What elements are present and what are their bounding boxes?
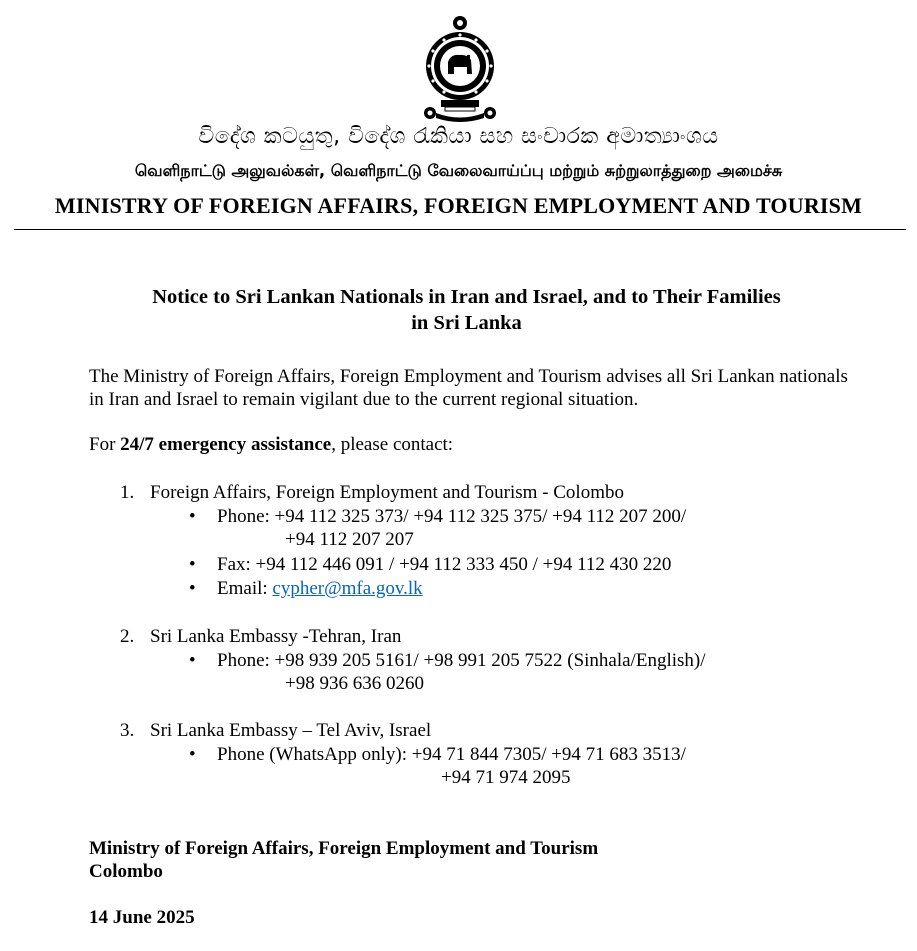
- advisory-paragraph: The Ministry of Foreign Affairs, Foreign Employment and Tourism advises all Sri Lankan nationals in Iran and Israel to remain vigilant due to the current regional situation.: [89, 366, 848, 410]
- contact-name: Sri Lanka Embassy – Tel Aviv, Israel: [150, 720, 432, 741]
- contact-number: 2.: [120, 626, 135, 647]
- contact-phone: Phone (WhatsApp only): +94 71 844 7305/ +94 71 683 3513/: [217, 744, 686, 765]
- contact-name: Foreign Affairs, Foreign Employment and Tourism - Colombo: [150, 482, 624, 503]
- notice-body: [89, 284, 859, 928]
- sri-lanka-emblem-icon: [421, 14, 499, 124]
- ministry-name-english: MINISTRY OF FOREIGN AFFAIRS, FOREIGN EMPLOYMENT AND TOURISM: [54, 193, 863, 218]
- ministry-name-sinhala: විදේශ කටයුතු, විදේශ රැකියා සහ සංචාරක අමාත්‍යාංශය: [198, 124, 719, 149]
- notice-date: 14 June 2025: [89, 907, 195, 928]
- ministry-name-tamil: வெளிநாட்டு அலுவல்கள், வெளிநாட்டு வேலைவாய்ப்பு மற்றும் சுற்றுலாத்துறை அமைச்சு: [134, 161, 783, 180]
- contact-phone: Phone: +98 939 205 5161/ +98 991 205 7522 (Sinhala/English)/: [217, 650, 706, 671]
- contact-phone-cont: +94 71 974 2095: [441, 767, 571, 788]
- signature-ministry: Ministry of Foreign Affairs, Foreign Employment and Tourism: [89, 838, 599, 859]
- notice-title: [89, 284, 844, 336]
- contact-number: 3.: [120, 720, 135, 741]
- contact-fax: Fax: +94 112 446 091 / +94 112 333 450 / +94 112 430 220: [217, 554, 672, 575]
- contact-number: 1.: [120, 482, 135, 503]
- header-divider: [14, 229, 906, 230]
- bullet: [189, 505, 201, 528]
- bullet: [189, 743, 201, 766]
- signature-city: Colombo: [89, 861, 163, 882]
- emergency-intro: [89, 433, 453, 456]
- contact-phone: Phone: +94 112 325 373/ +94 112 325 375/ +94 112 207 200/: [217, 506, 687, 527]
- signature-block: [89, 837, 598, 883]
- email-link[interactable]: cypher@mfa.gov.lk: [272, 578, 423, 599]
- email-label: Email:: [217, 578, 273, 599]
- emergency-intro-suffix: , please contact:: [331, 434, 454, 455]
- contact-email: [217, 577, 423, 600]
- notice-title-line2: in Sri Lanka: [411, 312, 522, 334]
- contact-phone-cont: +94 112 207 207: [285, 529, 414, 550]
- emergency-intro-prefix: For: [89, 434, 121, 455]
- bullet: [189, 577, 201, 600]
- letterhead: [0, 0, 917, 235]
- notice-title-line1: Notice to Sri Lankan Nationals in Iran and Israel, and to Their Families: [152, 286, 781, 308]
- emergency-intro-bold: 24/7 emergency assistance: [120, 434, 332, 455]
- contact-phone-cont: +98 936 636 0260: [285, 673, 424, 694]
- bullet: [189, 649, 201, 672]
- bullet: [189, 553, 201, 576]
- contact-name: Sri Lanka Embassy -Tehran, Iran: [150, 626, 402, 647]
